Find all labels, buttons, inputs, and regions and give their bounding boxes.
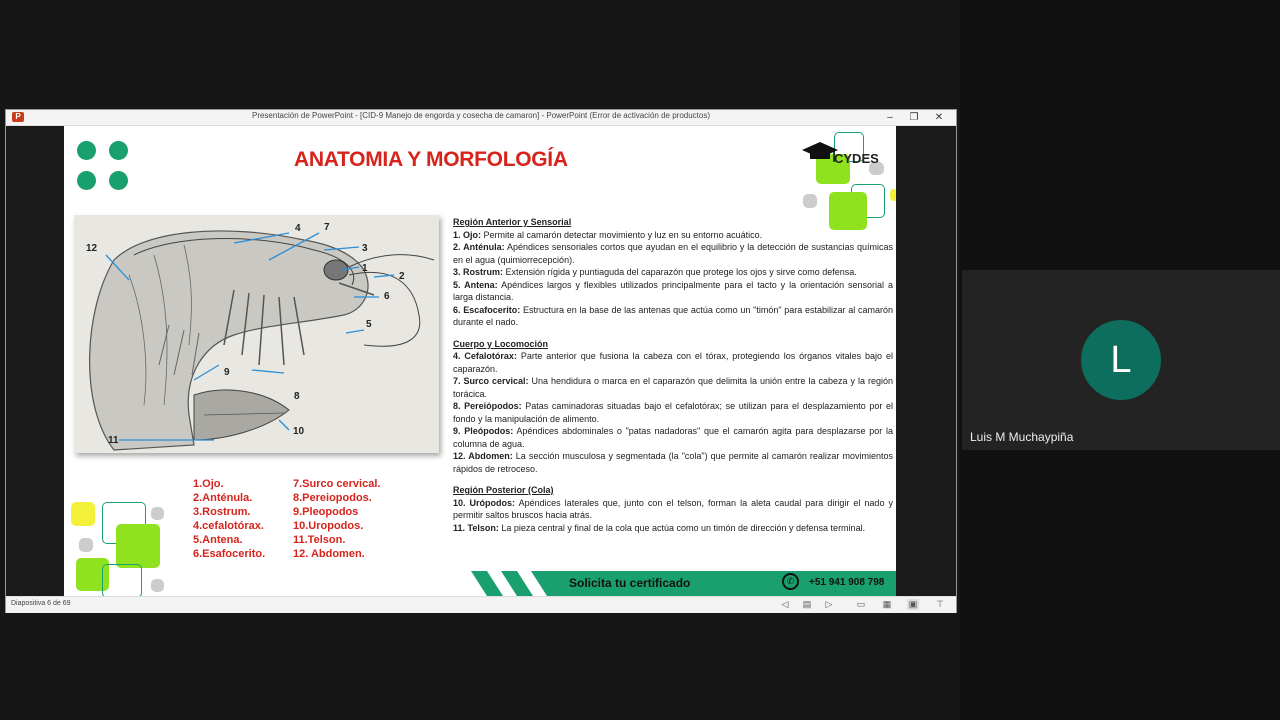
item-term: 9. Pleópodos:	[453, 426, 514, 436]
legend-item: 3.Rostrum.	[193, 506, 251, 518]
description-item	[453, 266, 893, 279]
item-term: 5. Antena:	[453, 279, 498, 290]
legend-item: 8.Pereiopodos.	[293, 492, 372, 504]
minimize-button[interactable]: –	[887, 112, 893, 123]
previous-slide-icon[interactable]: ◁	[781, 599, 789, 609]
slide-counter: Diapositiva 6 de 69	[11, 600, 71, 607]
item-term: 2. Anténula:	[453, 242, 505, 252]
slide-title: ANATOMIA Y MORFOLOGÍA	[294, 148, 568, 171]
legend-item: 5.Antena.	[193, 534, 243, 546]
diagram-label: 8	[294, 391, 300, 402]
title-bar	[6, 110, 956, 126]
diagram-label: 10	[293, 426, 305, 437]
close-button[interactable]: ✕	[934, 112, 944, 123]
item-desc: La sección musculosa y segmentada (la "cola") que permite al camarón realizar movimientos rápidos de retroceso.	[453, 451, 893, 474]
shrimp-illustration	[74, 215, 439, 453]
diagram-label: 11	[108, 435, 119, 446]
avatar: L	[1081, 320, 1161, 400]
item-term: 1. Ojo:	[453, 229, 482, 240]
legend-item: 7.Surco cervical.	[293, 478, 381, 490]
item-term: 8. Pereiópodos:	[453, 401, 522, 411]
diagram-label: 7	[324, 222, 330, 233]
whatsapp-icon: ✆	[782, 573, 799, 590]
decor-dot	[77, 171, 96, 190]
decor-square	[71, 502, 95, 526]
decor-dot	[109, 171, 128, 190]
section-heading: Cuerpo y Locomoción	[453, 338, 549, 349]
banner-stripes	[471, 571, 561, 596]
diagram-label: 2	[399, 271, 405, 282]
powerpoint-window	[5, 109, 957, 613]
slide-menu-icon[interactable]: ▤	[802, 599, 812, 609]
description-item	[453, 400, 893, 425]
item-desc: Apéndices largos y flexibles utilizados principalmente para el tacto y la orientación sensorial a larga distancia.	[453, 279, 893, 302]
item-term: 3. Rostrum:	[453, 267, 504, 277]
window-title: Presentación de PowerPoint - [CID-9 Manejo de engorda y cosecha de camaron] - PowerPoint (Error de activación de productos)	[251, 111, 710, 120]
section-heading: Región Posterior (Cola)	[453, 485, 554, 495]
diagram-label: 4	[295, 223, 301, 234]
description-item	[453, 450, 893, 475]
diagram-label: 3	[362, 243, 368, 254]
slide-viewport	[6, 126, 956, 596]
description-column	[453, 216, 893, 534]
decor-square	[116, 524, 160, 568]
item-term: 4. Cefalotórax:	[453, 351, 517, 361]
item-desc: Parte anterior que fusiona la cabeza con el tórax, protegiendo los órganos vitales bajo el caparazón.	[453, 351, 893, 374]
item-desc: Apéndices sensoriales cortos que ayudan en el equilibrio y la detección de sustancias químicas en el agua (quimiorrecepción).	[453, 242, 893, 265]
decor-dot	[77, 141, 96, 160]
decor-square	[151, 579, 164, 592]
item-desc: La pieza central y final de la cola que actúa como un timón de dirección y defensa terminal.	[498, 522, 866, 533]
legend-item: 9.Pleopodos	[293, 506, 359, 518]
item-term: 11. Telson:	[453, 522, 499, 533]
slideshow-icon[interactable]: ⊤	[936, 599, 944, 609]
diagram-label: 12	[86, 243, 98, 254]
section-heading: Región Anterior y Sensorial	[453, 217, 572, 227]
description-item	[453, 375, 893, 400]
item-term: 10. Urópodos:	[453, 497, 516, 508]
shrimp-diagram	[74, 215, 439, 453]
decor-square	[79, 538, 93, 552]
decor-square	[102, 564, 142, 596]
legend-item: 6.Esafocerito.	[193, 548, 266, 560]
legend-item: 11.Telson.	[293, 534, 346, 546]
description-item	[453, 497, 893, 522]
description-item	[453, 279, 893, 304]
item-desc: Estructura en la base de las antenas que actúa como un "timón" para estabilizar al camarón durante el nado.	[453, 304, 893, 327]
slide-sorter-icon[interactable]: ▦	[882, 599, 892, 609]
item-term: 12. Abdomen:	[453, 451, 513, 461]
normal-view-icon[interactable]: ▭	[856, 599, 866, 609]
description-item	[453, 229, 893, 242]
item-desc: Patas caminadoras situadas bajo el cefalotórax; se utilizan para el desplazamiento por el fondo y la manipulación de alimento.	[453, 401, 893, 424]
decor-square	[151, 507, 164, 520]
description-item	[453, 304, 893, 329]
legend-item: 2.Anténula.	[193, 492, 253, 504]
decor-dot	[109, 141, 128, 160]
status-bar	[6, 596, 956, 613]
legend-item: 4.cefalotórax.	[193, 520, 264, 532]
decor-square	[803, 194, 817, 208]
item-term: 7. Surco cervical:	[453, 376, 529, 386]
legend-item: 10.Uropodos.	[293, 520, 364, 532]
diagram-label: 9	[224, 367, 230, 378]
diagram-label: 5	[366, 319, 372, 330]
description-item	[453, 350, 893, 375]
description-item	[453, 241, 893, 266]
legend-item: 12. Abdomen.	[293, 548, 365, 560]
item-desc: Apéndices abdominales o "patas nadadoras" que el camarón agita para desplazarse por la columna de agua.	[453, 426, 893, 449]
restore-button[interactable]: ❐	[909, 112, 919, 123]
slide	[64, 126, 896, 596]
powerpoint-app-icon: P	[12, 112, 24, 122]
participant-tile[interactable]	[962, 270, 1280, 450]
item-desc: Apéndices laterales que, junto con el telson, forman la aleta caudal para dirigir el nado y permitir saltos bruscos hacia atrás.	[453, 497, 893, 520]
next-slide-icon[interactable]: ▷	[825, 599, 833, 609]
item-desc: Permite al camarón detectar movimiento y luz en su entorno acuático.	[481, 229, 763, 240]
certificate-cta: Solicita tu certificado	[569, 576, 691, 590]
item-term: 6. Escafocerito:	[453, 304, 521, 315]
description-item	[453, 522, 893, 535]
legend-item: 1.Ojo.	[193, 478, 224, 490]
description-item	[453, 425, 893, 450]
phone-number: +51 941 908 798	[809, 577, 885, 588]
decor-square	[890, 189, 896, 201]
diagram-label: 6	[384, 291, 390, 302]
participant-name: Luis M Muchaypiña	[970, 430, 1074, 444]
item-desc: Extensión rígida y puntiaguda del caparazón que protege los ojos y sirve como defensa.	[503, 267, 857, 277]
diagram-label: 1	[362, 263, 368, 274]
reading-view-icon[interactable]: ▣	[908, 599, 918, 609]
item-desc: Una hendidura o marca en el caparazón que delimita la unión entre la cabeza y la región torácica.	[453, 376, 893, 399]
logo-text: CYDES	[834, 151, 879, 166]
